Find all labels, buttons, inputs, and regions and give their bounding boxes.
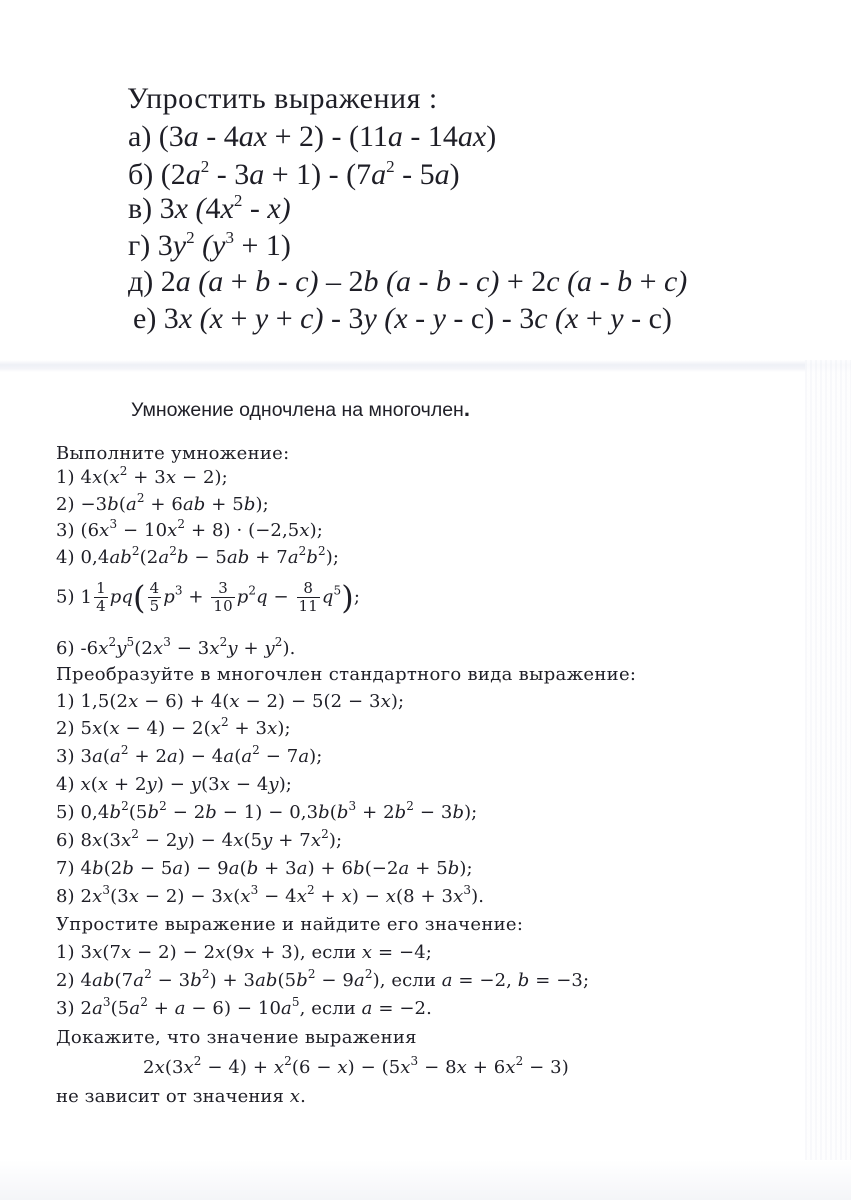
standard-item-6: 6) $8x(3x^2 - 2y) - 4x(5y + 7x^2)$;	[56, 827, 343, 851]
multiply-item-1: 1) $4x(x^2 + 3x - 2)$;	[56, 464, 228, 488]
scan-band	[0, 360, 851, 372]
multiply-item-3: 3) $(6x^3 - 10x^2 + 8) \cdot (-2,5x)$;	[56, 517, 323, 541]
standard-item-7: 7) 4b(2b − 5a) − 9a(b + 3a) + 6b(−2a + 5b);	[56, 858, 473, 879]
top-item-a: а) (3а - 4ах + 2) - (11а - 14ах)	[128, 120, 497, 153]
multiply-heading: Выполните умножение:	[56, 443, 290, 464]
standard-heading: Преобразуйте в многочлен стандартного вида выражение:	[56, 664, 637, 685]
prove-heading: Докажите, что значение выражения	[56, 1027, 417, 1048]
standard-item-5: 5) $0,4b^2(5b^2 - 2b - 1) - 0,3b(b^3 + 2b^2 - 3b)$;	[56, 799, 478, 823]
prove-expression: $2x(3x^2 - 4) + x^2(6 - x) - (5x^3 - 8x + 6x^2 - 3)$	[143, 1054, 569, 1078]
top-item-b: б) $(2а^2 - 3а + 1) - (7а^2 - 5а)$	[128, 157, 460, 191]
simplify-item-2: 2) $4ab(7a^2 - 3b^2) + 3ab(5b^2 - 9a^2)$, если a = −2, b = −3;	[56, 967, 590, 991]
standard-item-8: 8) $2x^3(3x - 2) - 3x(x^3 - 4x^2 + x) - x(8 + 3x^3)$.	[56, 883, 485, 907]
multiply-item-2: $2) -3b(a^2 + 6ab + 5b)$;	[56, 491, 269, 515]
standard-item-2: 2) $5x(x - 4) - 2(x^2 + 3x)$;	[56, 715, 291, 739]
top-item-g: г) $3у^2$ $(у^3 + 1)$	[128, 228, 291, 262]
standard-item-4: 4) x(x + 2y) − y(3x − 4y);	[56, 774, 292, 795]
top-title: Упростить выражения :	[127, 82, 438, 115]
standard-item-1: 1) 1,5(2x − 6) + 4(x − 2) − 5(2 − 3x);	[56, 691, 405, 712]
prove-tail: не зависит от значения x.	[56, 1086, 306, 1107]
multiply-item-4: 4) $0,4ab^2(2a^2b - 5ab + 7a^2b^2)$;	[56, 544, 340, 568]
simplify-item-3: 3) $2a^3(5a^2 + a - 6) - 10a^5$, если a = −2.	[56, 995, 432, 1019]
scan-bottom	[0, 1160, 851, 1200]
top-item-v: в) 3х $(4х^2 - х)$	[128, 191, 291, 225]
scan-edge	[805, 360, 851, 1160]
top-item-d: д) 2а (а + b - с) – 2b (а - b - с) + 2с (а - b + с)	[128, 265, 688, 298]
simplify-heading: Упростите выражение и найдите его значение:	[56, 914, 524, 935]
section-heading: Умножение одночлена на многочлен.	[131, 396, 470, 421]
simplify-item-1: 1) 3x(7x − 2) − 2x(9x + 3), если x = −4;	[56, 942, 432, 963]
multiply-item-6: 6) $-6x^2y^5(2x^3 - 3x^2y + y^2)$.	[56, 635, 296, 659]
multiply-item-5: 5) 1 $\frac{1}{4}$ pq( $\frac{4}{5}$ $p^3$ + $\frac{3}{10}$ $p^2q$ − $\frac{8}{11}$ $q^5$);	[56, 578, 360, 617]
top-item-e: е) 3х (х + у + с) - 3у (х - у - с) - 3с (х + у - с)	[133, 302, 672, 335]
standard-item-3: 3) $3a(a^2 + 2a) - 4a(a^2 - 7a)$;	[56, 743, 323, 767]
